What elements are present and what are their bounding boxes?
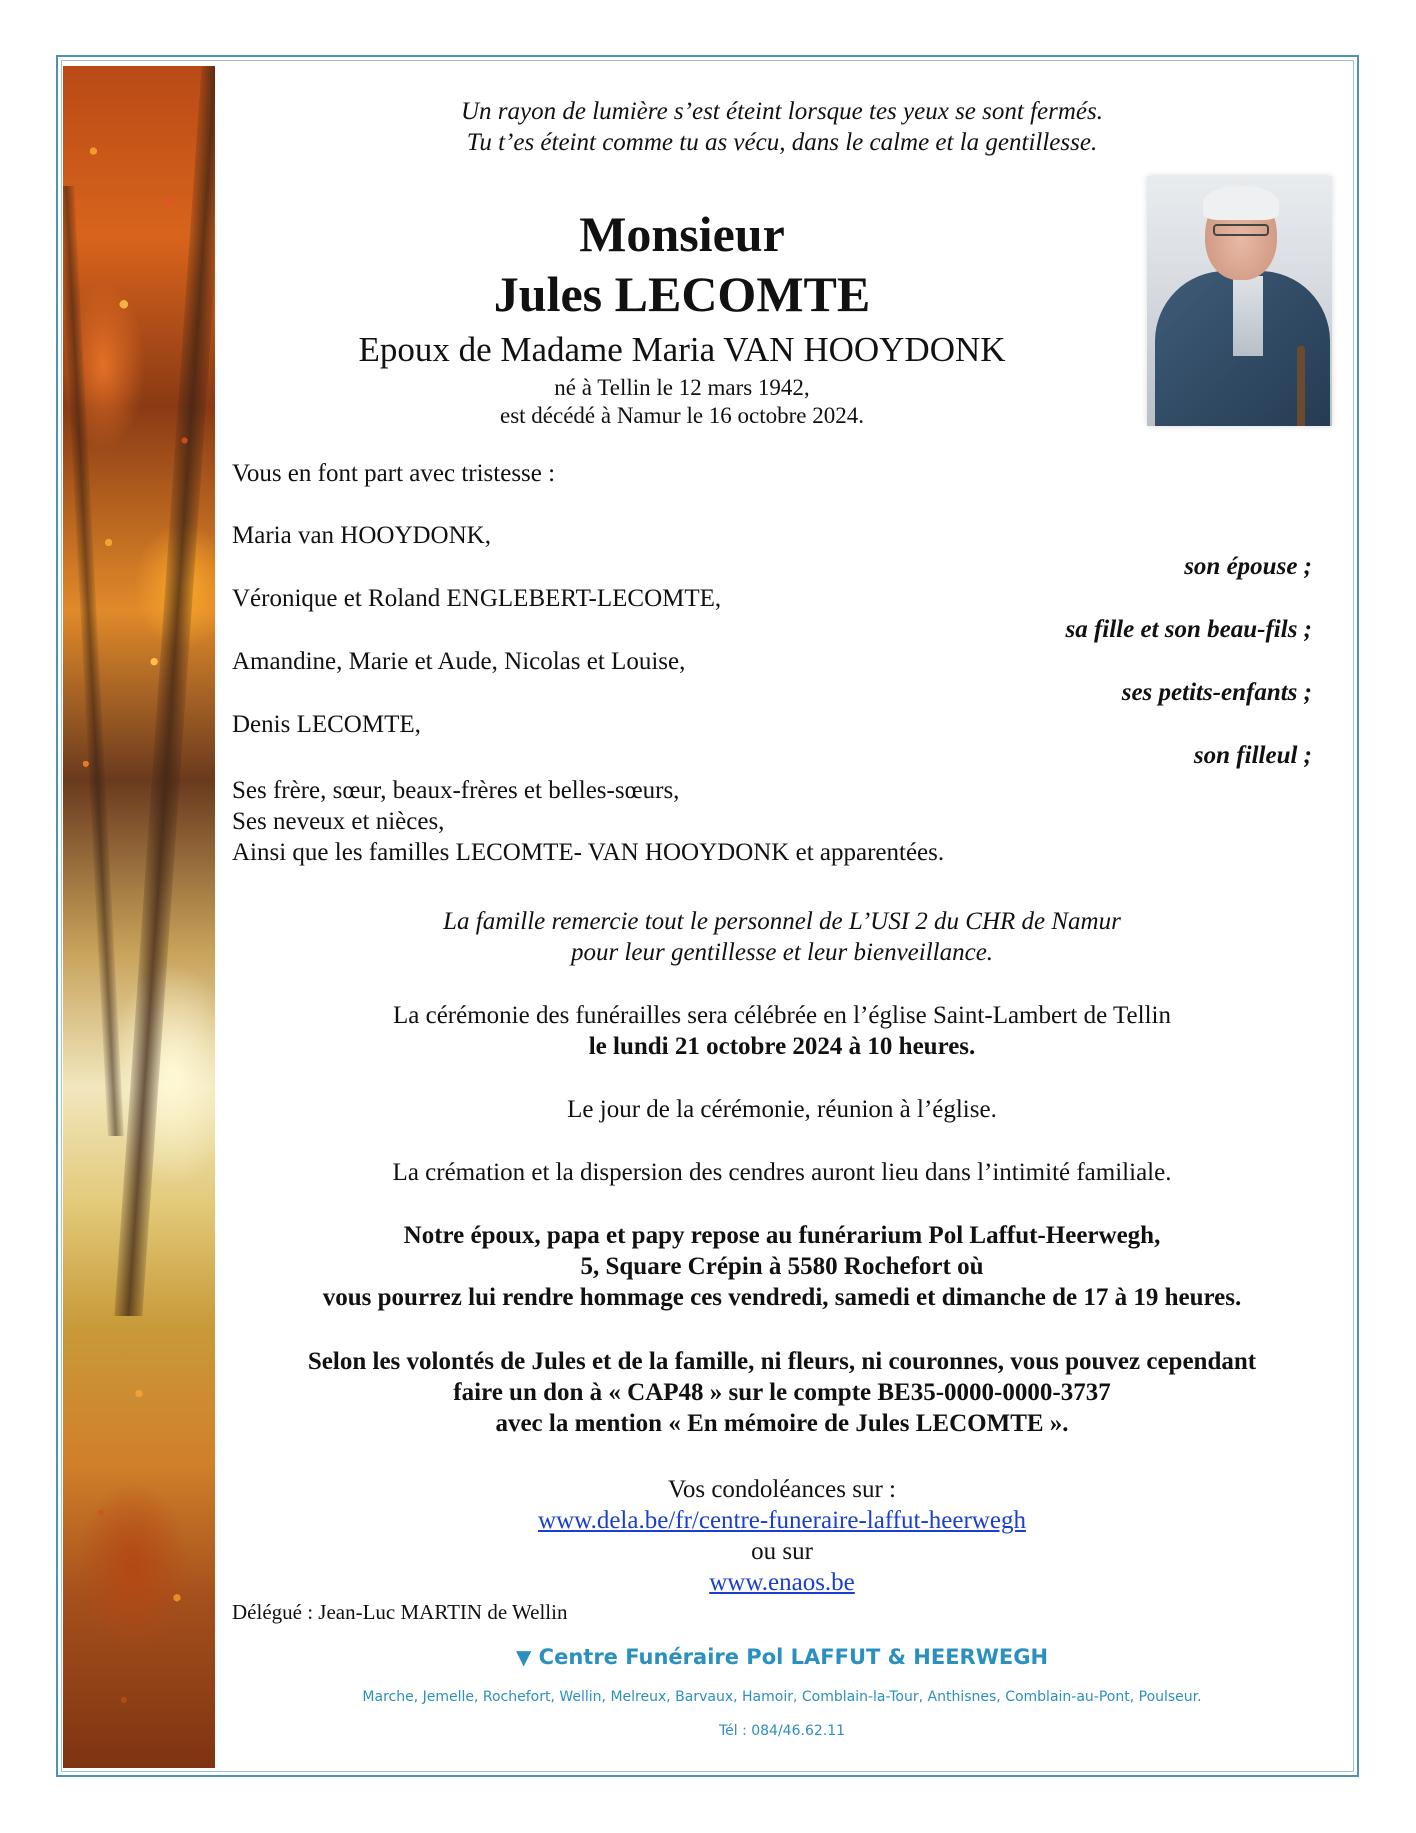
funeral-home-phone: Tél : 084/46.62.11: [718, 1723, 846, 1739]
thanks-line-1: La famille remercie tout le personnel de L’USI 2 du CHR de Namur: [443, 908, 1121, 935]
condolences-link-enaos[interactable]: www.enaos.be: [709, 1569, 855, 1596]
donation-info: [232, 1346, 1332, 1439]
ceremony-date: le lundi 21 octobre 2024 à 10 heures.: [588, 1033, 976, 1060]
condolences-or: ou sur: [751, 1538, 813, 1565]
funeral-home-locations: Marche, Jemelle, Rochefort, Wellin, Melreux, Barvaux, Hamoir, Comblain-la-Tour, Anthisnes, Comblain-au-Pont, Poulseur.: [362, 1689, 1202, 1705]
family-member-name: Amandine, Marie et Aude, Nicolas et Louise,: [232, 648, 686, 675]
family-list: [232, 520, 1312, 772]
autumn-forest-image: [63, 66, 215, 1768]
cremation-info: La crémation et la dispersion des cendres auront lieu dans l’intimité familiale.: [392, 1159, 1172, 1186]
funerarium-line-3: vous pourrez lui rendre hommage ces vendredi, samedi et dimanche de 17 à 19 heures.: [322, 1284, 1242, 1311]
spouse-line: Epoux de Madame Maria VAN HOOYDONK: [358, 330, 1006, 369]
birth-line: né à Tellin le 12 mars 1942,: [554, 375, 810, 400]
condolences-info: [232, 1474, 1332, 1598]
portrait-photo: [1147, 176, 1332, 426]
portrait-glasses: [1213, 224, 1269, 236]
portrait-shirt: [1233, 276, 1263, 356]
family-relation: ses petits-enfants ;: [1121, 679, 1312, 706]
funerarium-info: [232, 1220, 1332, 1313]
thanks-line-2: pour leur gentillesse et leur bienveillance.: [570, 939, 994, 966]
family-member-name: Denis LECOMTE,: [232, 711, 421, 738]
family-relation: sa fille et son beau-fils ;: [1065, 616, 1312, 643]
funeral-home-name: [232, 1642, 1332, 1672]
donation-line-3: avec la mention « En mémoire de Jules LECOMTE ».: [495, 1410, 1069, 1437]
death-line: est décédé à Namur le 16 octobre 2024.: [499, 403, 865, 428]
family-relation: son filleul ;: [1193, 742, 1312, 769]
ceremony-info: [232, 1000, 1332, 1062]
deceased-title: [232, 204, 1132, 430]
family-row: [232, 646, 1312, 709]
donation-line-2: faire un don à « CAP48 » sur le compte BE35-0000-0000-3737: [453, 1379, 1111, 1406]
family-member-name: Véronique et Roland ENGLEBERT-LECOMTE,: [232, 585, 722, 612]
funerarium-line-2: 5, Square Crépin à 5580 Rochefort où: [580, 1253, 984, 1280]
thanks-message: [232, 906, 1332, 968]
other-relatives-line: Ainsi que les familles LECOMTE- VAN HOOYDONK et apparentées.: [232, 839, 945, 866]
meeting-info: Le jour de la cérémonie, réunion à l’église.: [567, 1096, 997, 1123]
family-relation: son épouse ;: [1184, 553, 1312, 580]
family-row: [232, 709, 1312, 772]
autumn-leaves: [63, 66, 215, 1768]
family-row: [232, 583, 1312, 646]
triangle-down-icon: ▼: [515, 1645, 532, 1669]
ceremony-line-1: La cérémonie des funérailles sera célébrée en l’église Saint-Lambert de Tellin: [393, 1002, 1171, 1029]
portrait-hair: [1203, 186, 1279, 220]
donation-line-1: Selon les volontés de Jules et de la famille, ni fleurs, ni couronnes, vous pouvez cependant: [307, 1348, 1257, 1375]
other-relatives: [232, 775, 1332, 868]
epigraph-line-2: Tu t’es éteint comme tu as vécu, dans le calme et la gentillesse.: [466, 129, 1098, 156]
funerarium-line-1: Notre époux, papa et papy repose au funérarium Pol Laffut-Heerwegh,: [403, 1222, 1161, 1249]
family-row: [232, 520, 1312, 583]
epigraph: [232, 96, 1332, 158]
family-member-name: Maria van HOOYDONK,: [232, 522, 491, 549]
epigraph-line-1: Un rayon de lumière s’est éteint lorsque tes yeux se sont fermés.: [461, 98, 1103, 125]
honorific: Monsieur: [579, 206, 785, 262]
delegate-line: Délégué : Jean-Luc MARTIN de Wellin: [232, 1600, 568, 1624]
intro-line: Vous en font part avec tristesse :: [232, 460, 556, 487]
portrait-cane: [1297, 346, 1305, 426]
condolences-link-dela[interactable]: www.dela.be/fr/centre-funeraire-laffut-heerwegh: [538, 1507, 1026, 1534]
condolences-label: Vos condoléances sur :: [668, 1476, 896, 1503]
other-relatives-line: Ses frère, sœur, beaux-frères et belles-sœurs,: [232, 777, 680, 804]
funeral-home-company: Centre Funéraire Pol LAFFUT & HEERWEGH: [538, 1645, 1049, 1669]
deceased-name: Jules LECOMTE: [493, 266, 871, 322]
funeral-home-footer: [232, 1642, 1332, 1742]
notice-content: [232, 96, 1332, 1756]
other-relatives-line: Ses neveux et nièces,: [232, 808, 445, 835]
